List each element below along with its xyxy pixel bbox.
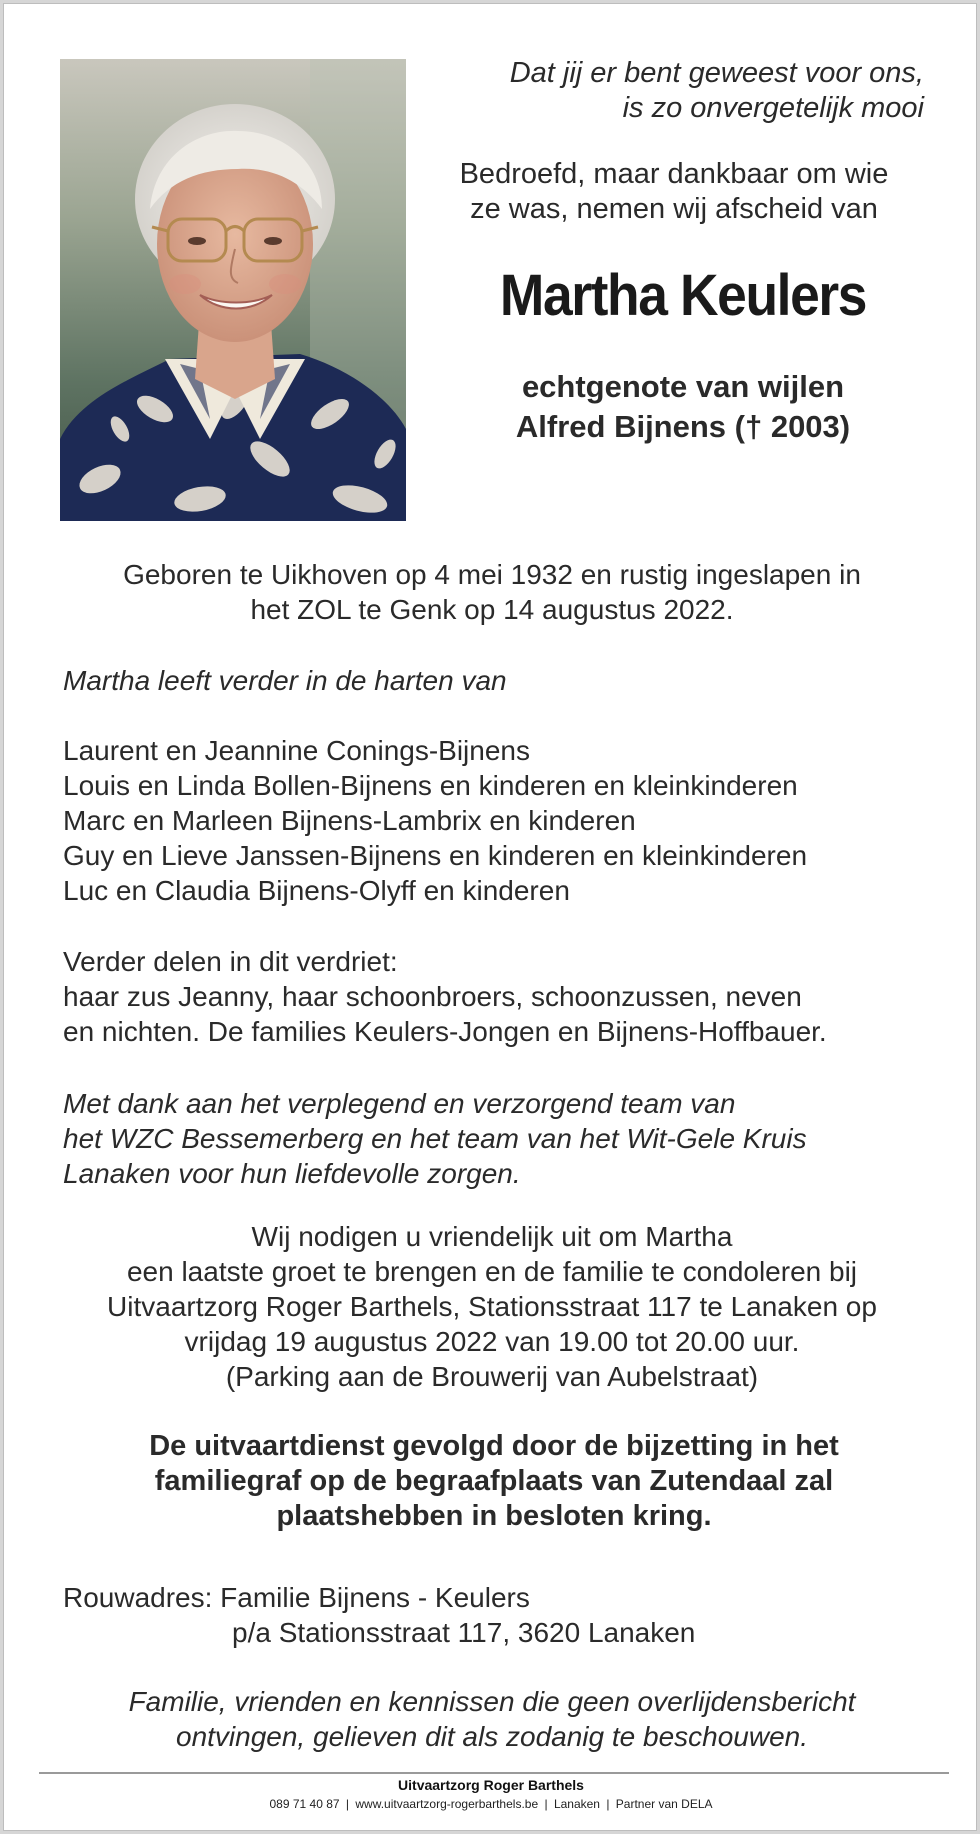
list-item: Luc en Claudia Bijnens-Olyff en kinderen — [63, 875, 570, 906]
lives-on-text: Martha leeft verder in de harten van — [63, 665, 507, 696]
list-item: Louis en Linda Bollen-Bijnens en kinderen en kleinkinderen — [63, 770, 798, 801]
birth-death-text — [60, 557, 924, 627]
sharing-line: Verder delen in dit verdriet: — [63, 946, 398, 977]
portrait-photo — [60, 59, 406, 521]
children-list — [63, 733, 963, 908]
spouse-text — [424, 367, 942, 447]
invitation-line: een laatste groet te brengen en de familie te condoleren bij — [126, 1256, 858, 1287]
sharing-line: en nichten. De families Keulers-Jongen en Bijnens-Hoffbauer. — [63, 1016, 827, 1047]
closing-notice — [60, 1684, 924, 1754]
quote-line: Dat jij er bent geweest voor ons, — [509, 57, 924, 89]
spouse-line: Alfred Bijnens († 2003) — [515, 409, 851, 444]
mourning-address-street: p/a Stationsstraat 117, 3620 Lanaken — [232, 1617, 696, 1648]
service-line: plaatshebben in besloten kring. — [276, 1500, 712, 1532]
invitation-text — [60, 1219, 924, 1394]
list-item: Guy en Lieve Janssen-Bijnens en kinderen en kleinkinderen — [63, 840, 808, 871]
invitation-line: Uitvaartzorg Roger Barthels, Stationsstraat 117 te Lanaken op — [107, 1291, 877, 1322]
intro-text — [424, 157, 924, 227]
sharing-grief-text — [63, 944, 963, 1049]
closing-line: ontvingen, gelieven dit als zodanig te beschouwen. — [176, 1721, 808, 1752]
funeral-service-text — [84, 1429, 904, 1534]
list-item: Marc en Marleen Bijnens-Lambrix en kinderen — [63, 805, 636, 836]
invitation-line: vrijdag 19 augustus 2022 van 19.00 tot 20.00 uur. — [184, 1326, 800, 1357]
location-text: Lanaken — [553, 1797, 600, 1811]
website-link[interactable]: www.uitvaartzorg-rogerbarthels.be — [355, 1797, 539, 1811]
invitation-line: (Parking aan de Brouwerij van Aubelstraat) — [225, 1361, 759, 1392]
invitation-line: Wij nodigen u vriendelijk uit om Martha — [251, 1221, 733, 1252]
thanks-line: Met dank aan het verplegend en verzorgend team van — [63, 1088, 736, 1119]
funeral-home-contact — [4, 1796, 978, 1812]
list-item: Laurent en Jeannine Conings-Bijnens — [63, 735, 530, 766]
deceased-name: Martha Keulers — [499, 263, 867, 328]
thanks-text — [63, 1086, 963, 1191]
quote-line: is zo onvergetelijk mooi — [622, 92, 924, 124]
footer-divider — [39, 1772, 949, 1774]
spouse-line: echtgenote van wijlen — [521, 369, 845, 404]
funeral-home-name: Uitvaartzorg Roger Barthels — [398, 1777, 584, 1793]
separator: | — [606, 1797, 610, 1811]
intro-line: ze was, nemen wij afscheid van — [470, 193, 878, 225]
service-line: De uitvaartdienst gevolgd door de bijzetting in het — [149, 1430, 839, 1462]
thanks-line: Lanaken voor hun liefdevolle zorgen. — [63, 1158, 521, 1189]
portrait-image — [60, 59, 406, 521]
separator: | — [544, 1797, 548, 1811]
obituary-page — [3, 3, 977, 1831]
service-line: familiegraf op de begraafplaats van Zutendaal zal — [154, 1465, 834, 1497]
phone-number: 089 71 40 87 — [269, 1797, 340, 1811]
partner-text: Partner van DELA — [615, 1797, 713, 1811]
birth-line: het ZOL te Genk op 14 augustus 2022. — [250, 594, 734, 625]
intro-line: Bedroefd, maar dankbaar om wie — [459, 158, 889, 190]
closing-line: Familie, vrienden en kennissen die geen overlijdensbericht — [128, 1686, 856, 1717]
birth-line: Geboren te Uikhoven op 4 mei 1932 en rustig ingeslapen in — [123, 559, 861, 590]
mourning-address-line: Rouwadres: Familie Bijnens - Keulers — [63, 1582, 530, 1613]
separator: | — [345, 1797, 350, 1811]
thanks-line: het WZC Bessemerberg en het team van het Wit-Gele Kruis — [63, 1123, 807, 1154]
sharing-line: haar zus Jeanny, haar schoonbroers, schoonzussen, neven — [63, 981, 802, 1012]
opening-quote — [424, 56, 924, 126]
